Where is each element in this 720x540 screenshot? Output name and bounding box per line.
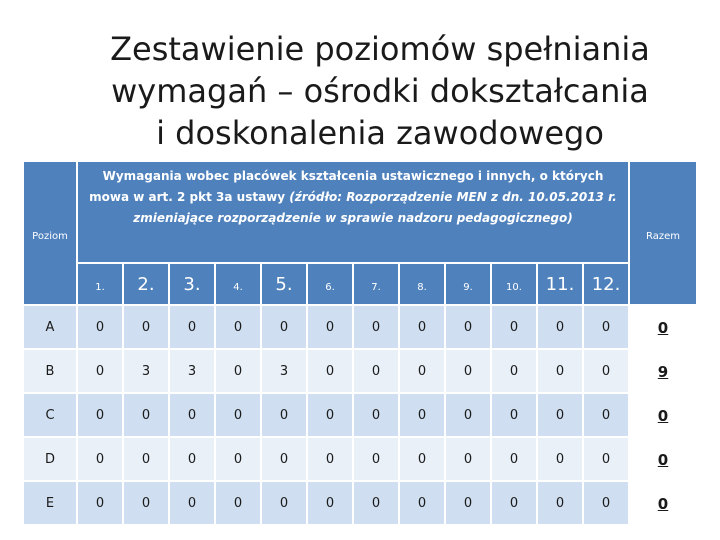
value-cell: 0	[261, 305, 307, 349]
title-line-1: Zestawienie poziomów spełniania	[110, 30, 650, 68]
value-cell: 0	[307, 393, 353, 437]
total-value: 0	[657, 318, 669, 337]
title-line-2: wymagań – ośrodki dokształcania	[111, 72, 649, 110]
value-cell: 0	[491, 393, 537, 437]
table-row	[23, 349, 697, 393]
column-number: 12.	[591, 273, 621, 295]
column-header	[491, 263, 537, 305]
value-cell: 0	[261, 481, 307, 525]
column-number: 8.	[417, 281, 427, 293]
value-cell: 0	[307, 305, 353, 349]
value-cell: 0	[399, 393, 445, 437]
level-cell: E	[23, 481, 77, 525]
value-cell: 0	[215, 305, 261, 349]
table-row	[23, 305, 697, 349]
value-cell: 0	[491, 349, 537, 393]
value-cell: 0	[491, 305, 537, 349]
column-header	[537, 263, 583, 305]
requirements-table	[22, 160, 698, 526]
value-cell: 0	[399, 305, 445, 349]
value-cell: 0	[261, 437, 307, 481]
total-cell	[629, 305, 697, 349]
total-value: 0	[657, 494, 669, 513]
column-header	[399, 263, 445, 305]
column-number: 5.	[275, 273, 293, 295]
value-cell: 0	[537, 393, 583, 437]
total-cell	[629, 481, 697, 525]
value-cell: 0	[445, 481, 491, 525]
value-cell: 0	[537, 349, 583, 393]
column-number: 10.	[506, 281, 522, 293]
value-cell: 0	[583, 481, 629, 525]
column-header	[261, 263, 307, 305]
value-cell: 0	[583, 305, 629, 349]
value-cell: 0	[169, 305, 215, 349]
page-title	[70, 28, 690, 154]
column-header	[583, 263, 629, 305]
table-row	[23, 393, 697, 437]
value-cell: 0	[583, 437, 629, 481]
value-cell: 0	[307, 437, 353, 481]
value-cell: 0	[123, 437, 169, 481]
total-cell	[629, 393, 697, 437]
value-cell: 0	[399, 481, 445, 525]
column-number: 3.	[183, 273, 201, 295]
value-cell: 0	[77, 437, 123, 481]
razem-label: Razem	[646, 230, 681, 242]
value-cell: 0	[77, 481, 123, 525]
value-cell: 0	[307, 481, 353, 525]
description-bold: Wymagania wobec placówek kształcenia ustawicznego i innych, o których mowa w art. 2 pkt 3a ustawy	[89, 169, 604, 204]
value-cell: 0	[215, 437, 261, 481]
level-cell: D	[23, 437, 77, 481]
value-cell: 0	[537, 481, 583, 525]
value-cell: 0	[399, 437, 445, 481]
value-cell: 3	[123, 349, 169, 393]
value-cell: 0	[583, 349, 629, 393]
value-cell: 3	[261, 349, 307, 393]
column-number: 7.	[371, 281, 381, 293]
description-source: (źródło: Rozporządzenie MEN z dn. 10.05.2013 r. zmieniające rozporządzenie w sprawie nadzoru pedagogicznego)	[133, 190, 617, 225]
column-number: 11.	[545, 273, 575, 295]
value-cell: 0	[491, 437, 537, 481]
total-cell	[629, 349, 697, 393]
value-cell: 0	[215, 481, 261, 525]
value-cell: 0	[77, 349, 123, 393]
value-cell: 0	[491, 481, 537, 525]
requirements-description	[77, 161, 629, 263]
value-cell: 0	[169, 393, 215, 437]
value-cell: 0	[169, 481, 215, 525]
value-cell: 0	[353, 393, 399, 437]
value-cell: 0	[445, 349, 491, 393]
value-cell: 0	[169, 437, 215, 481]
column-number: 2.	[137, 273, 155, 295]
column-number: 4.	[233, 281, 243, 293]
poziom-header	[23, 161, 77, 305]
total-value: 9	[657, 362, 669, 381]
value-cell: 0	[353, 349, 399, 393]
column-header	[169, 263, 215, 305]
level-cell: C	[23, 393, 77, 437]
level-cell: B	[23, 349, 77, 393]
column-header	[123, 263, 169, 305]
value-cell: 0	[261, 393, 307, 437]
total-value: 0	[657, 406, 669, 425]
column-header	[215, 263, 261, 305]
column-number: 6.	[325, 281, 335, 293]
poziom-label: Poziom	[32, 230, 68, 242]
value-cell: 0	[353, 305, 399, 349]
column-number-row	[23, 263, 697, 305]
value-cell: 0	[215, 393, 261, 437]
value-cell: 0	[353, 437, 399, 481]
level-cell: A	[23, 305, 77, 349]
value-cell: 0	[537, 437, 583, 481]
column-header	[353, 263, 399, 305]
value-cell: 0	[123, 305, 169, 349]
value-cell: 0	[77, 305, 123, 349]
header-row	[23, 161, 697, 263]
total-value: 0	[657, 450, 669, 469]
value-cell: 0	[123, 481, 169, 525]
value-cell: 0	[307, 349, 353, 393]
value-cell: 0	[77, 393, 123, 437]
column-header	[445, 263, 491, 305]
column-header	[307, 263, 353, 305]
value-cell: 0	[445, 437, 491, 481]
table-row	[23, 437, 697, 481]
column-number: 1.	[95, 281, 105, 293]
column-header	[77, 263, 123, 305]
column-number: 9.	[463, 281, 473, 293]
value-cell: 0	[445, 393, 491, 437]
value-cell: 0	[583, 393, 629, 437]
title-line-3: i doskonalenia zawodowego	[156, 114, 604, 152]
value-cell: 0	[353, 481, 399, 525]
value-cell: 0	[215, 349, 261, 393]
value-cell: 0	[399, 349, 445, 393]
value-cell: 0	[445, 305, 491, 349]
total-cell	[629, 437, 697, 481]
value-cell: 0	[537, 305, 583, 349]
table-row	[23, 481, 697, 525]
value-cell: 3	[169, 349, 215, 393]
value-cell: 0	[123, 393, 169, 437]
razem-header	[629, 161, 697, 305]
